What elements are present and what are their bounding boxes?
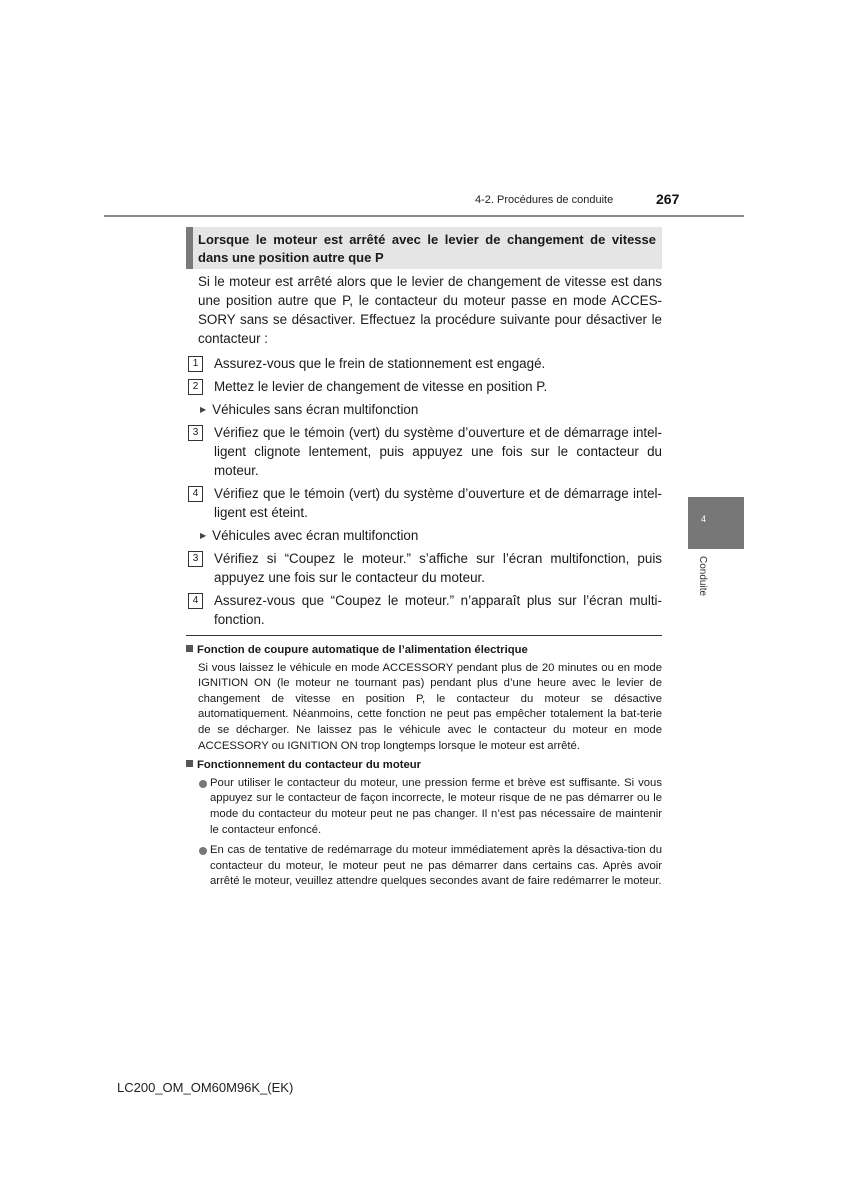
note-bullet-text: En cas de tentative de redémarrage du moteur immédiatement après la désactiva-tion du contacteur du moteur, le moteur peut ne pas démarrer dans certains cas. Après avoir arrêté le moteur, veuillez attendre quelques secondes avant de faire redémarrer le moteur. (210, 844, 662, 888)
footer-code: LC200_OM_OM60M96K_(EK) (117, 1080, 294, 1095)
step-text: Vérifiez si “Coupez le moteur.” s’affiche sur l’écran multifonction, puis appuyez une fois sur le contacteur du moteur. (214, 551, 662, 585)
step-text: Assurez-vous que le frein de stationnement est engagé. (214, 356, 546, 371)
step-number: 3 (188, 425, 203, 441)
note-heading-text: Fonction de coupure automatique de l’alimentation électrique (197, 644, 528, 656)
intro-paragraph: Si le moteur est arrêté alors que le levier de changement de vitesse est dans une position autre que P, le contacteur du moteur passe en mode ACCES-SORY sans se désactiver. Effectuez la procédure suivante pour désactiver le contacteur : (198, 274, 662, 346)
step-item (186, 591, 662, 629)
subheading-label: Véhicules avec écran multifonction (212, 528, 419, 543)
step-item (186, 354, 662, 373)
chapter-tab-number: 4 (701, 514, 707, 524)
note-bullet-text: Pour utiliser le contacteur du moteur, une pression ferme et brève est suffisante. Si vous appuyez sur le contacteur de façon incorrecte, le moteur risque de ne pas démarrer ou le mode du contacteur du moteur peut ne pas changer. Il n’est pas nécessaire de maintenir le contacteur enfoncé. (210, 776, 662, 836)
page-number: 267 (656, 191, 680, 207)
step-text: Mettez le levier de changement de vitesse en position P. (214, 379, 548, 394)
step-number: 1 (188, 356, 203, 372)
chapter-tab (688, 497, 744, 549)
note-heading (186, 758, 662, 774)
step-number: 2 (188, 379, 203, 395)
note-bullet (186, 843, 662, 890)
triangle-icon: ▶ (200, 531, 207, 540)
header-rule (104, 215, 744, 217)
step-item (186, 484, 662, 522)
notes-section (186, 643, 662, 895)
step-text: Vérifiez que le témoin (vert) du système d’ouverture et de démarrage intel-ligent clignote lentement, puis appuyez une fois sur le contacteur du moteur. (214, 425, 662, 478)
step-number: 3 (188, 551, 203, 567)
step-number: 4 (188, 593, 203, 609)
subheading-label: Véhicules sans écran multifonction (212, 402, 419, 417)
square-bullet-icon (186, 645, 193, 652)
subheading (186, 400, 662, 419)
header-section: 4-2. Procédures de conduite (475, 194, 614, 206)
notes-divider (186, 635, 662, 636)
circle-bullet-icon (199, 847, 207, 855)
triangle-icon: ▶ (200, 405, 207, 414)
step-number: 4 (188, 486, 203, 502)
step-text: Vérifiez que le témoin (vert) du système d’ouverture et de démarrage intel-ligent est éteint. (214, 486, 662, 520)
step-text: Assurez-vous que “Coupez le moteur.” n’apparaît plus sur l’écran multi-fonction. (214, 593, 662, 627)
square-bullet-icon (186, 760, 193, 767)
step-item (186, 423, 662, 480)
note-paragraph: Si vous laissez le véhicule en mode ACCESSORY pendant plus de 20 minutes ou en mode IGNITION ON (le moteur ne tournant pas) pendant plus d’une heure avec le levier de changement de vitesse en position P, le contacteur du moteur se désactive automatiquement. Néanmoins, cette fonction ne peut pas empêcher totalement la bat-terie de se décharger. Ne laissez pas le véhicule avec le contacteur du moteur en mode ACCESSORY ou IGNITION ON trop longtemps lorsque le moteur est arrêté. (198, 661, 662, 752)
step-item (186, 377, 662, 396)
subheading (186, 526, 662, 545)
note-heading (186, 643, 662, 659)
note-bullet (186, 776, 662, 838)
chapter-tab-label: Conduite (697, 556, 708, 597)
note-heading-text: Fonctionnement du contacteur du moteur (197, 759, 422, 772)
step-item (186, 549, 662, 587)
circle-bullet-icon (199, 780, 207, 788)
section-title: Lorsque le moteur est arrêté avec le levier de changement de vitesse dans une position autre que P (186, 227, 662, 269)
main-content (186, 272, 662, 633)
